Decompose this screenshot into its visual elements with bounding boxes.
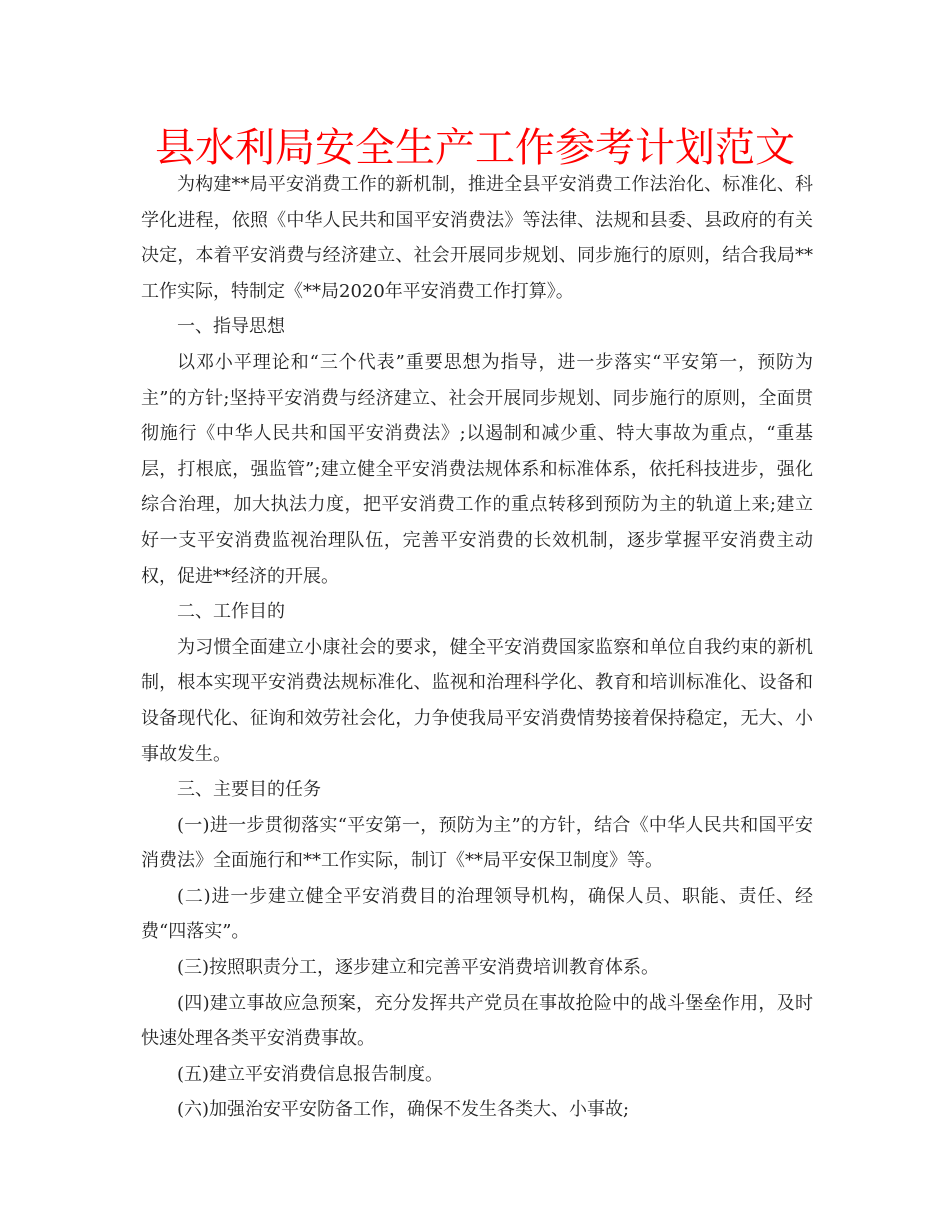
paragraph-work-goal: 为习惯全面建立小康社会的要求，健全平安消费国家监察和单位自我约束的新机制，根本实现平安消费法规标准化、监视和治理科学化、教育和培训标准化、设备和设备现代化、征询和效劳社会化，力争使我局平安消费情势接着保持稳定，无大、小事故发生。	[141, 636, 813, 765]
section-heading-work-goal: 二、工作目的	[177, 601, 285, 623]
list-item-task-5: (五)建立平安消费信息报告制度。	[177, 1063, 444, 1085]
list-item-task-2: (二)进一步建立健全平安消费目的治理领导机构，确保人员、职能、责任、经费“四落实”。	[141, 885, 813, 943]
section-heading-main-tasks: 三、主要目的任务	[177, 779, 321, 801]
document-body	[141, 167, 813, 1128]
paragraph-guiding-thought: 以邓小平理论和“三个代表”重要思想为指导，进一步落实“平安第一，预防为主”的方针;坚持平安消费与经济建立、社会开展同步规划、同步施行的原则，全面贯彻施行《中华人民共和国平安消费法》;以遏制和减少重、特大事故为重点，“重基层，打根底，强监管”;建立健全平安消费法规体系和标准体系，依托科技进步，强化综合治理，加大执法力度，把平安消费工作的重点转移到预防为主的轨道上来;建立好一支平安消费监视治理队伍，完善平安消费的长效机制，逐步掌握平安消费主动权，促进**经济的开展。	[141, 351, 813, 587]
section-heading-guiding-thought: 一、指导思想	[177, 316, 285, 338]
paragraph-intro: 为构建**局平安消费工作的新机制，推进全县平安消费工作法治化、标准化、科学化进程，依照《中华人民共和国平安消费法》等法律、法规和县委、县政府的有关决定，本着平安消费与经济建立、社会开展同步规划、同步施行的原则，结合我局**工作实际，特制定《**局2020年平安消费工作打算》。	[141, 174, 813, 302]
document-title: 县水利局安全生产工作参考计划范文	[155, 125, 795, 171]
list-item-task-4: (四)建立事故应急预案，充分发挥共产党员在事故抢险中的战斗堡垒作用，及时快速处理各类平安消费事故。	[141, 992, 813, 1050]
list-item-task-1: (一)进一步贯彻落实“平安第一，预防为主”的方针，结合《中华人民共和国平安消费法》全面施行和**工作实际，制订《**局平安保卫制度》等。	[141, 814, 813, 872]
list-item-task-3: (三)按照职责分工，逐步建立和完善平安消费培训教育体系。	[177, 957, 660, 979]
list-item-task-6: (六)加强治安平安防备工作，确保不发生各类大、小事故;	[177, 1099, 630, 1121]
